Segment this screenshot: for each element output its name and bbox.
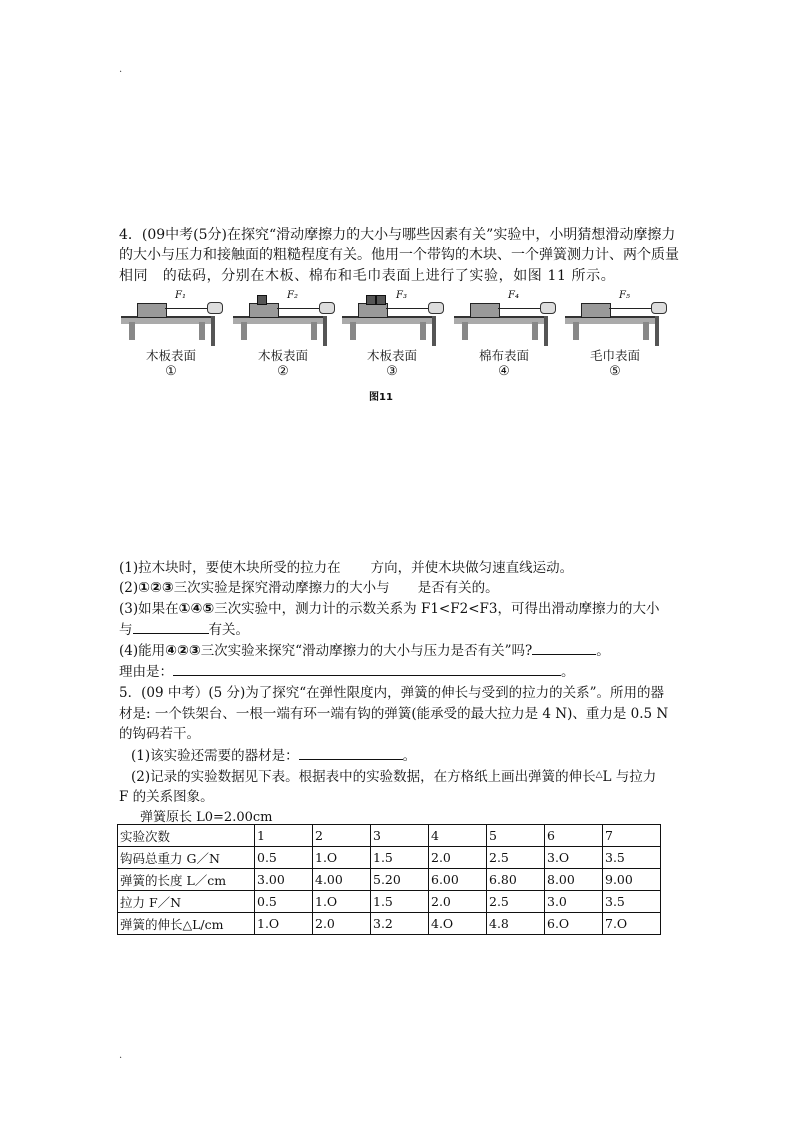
q4-sub-4-prefix: (4)能用	[119, 643, 166, 659]
q4-line-3: 相同 的砝码，分别在木板、棉布和毛巾表面上进行了实验，如图 11 所示。	[119, 268, 616, 284]
q4-sub-3-cont	[119, 618, 249, 638]
q4-sub-3-blank[interactable]	[133, 619, 209, 634]
table-leg	[311, 322, 317, 340]
q4-sub-3-prefix: (3)如果在	[119, 601, 179, 617]
table-row	[118, 869, 661, 891]
table-cell: 2	[313, 825, 371, 847]
pull-force-arrow	[277, 308, 321, 309]
figure-panel	[231, 288, 335, 388]
q4-sub-2-prefix: (2)	[119, 580, 139, 596]
wooden-block	[581, 303, 611, 318]
table-side	[655, 316, 659, 346]
hand-icon	[319, 302, 335, 314]
table-cell: 6.O	[545, 913, 603, 935]
table-cell: 5	[487, 825, 545, 847]
pull-force-arrow	[386, 308, 430, 309]
q4-line-1: 4．(09中考(5分)在探究“滑动摩擦力的大小与哪些因素有关”实验中，小明猜想滑动摩擦力	[119, 227, 676, 243]
q5-sub-1-end: 。	[402, 748, 417, 764]
table-row-header: 弹簧的伸长△L/cm	[118, 913, 255, 935]
q4-sub-4-text-b: 三次实验来探究“滑动摩擦力的大小与压力是否有关”吗?	[200, 643, 533, 659]
surface-label: 棉布表面	[478, 348, 529, 363]
q5-sub-2-text-a: (2)记录的实验数据见下表。根据表中的实验数据，在方格纸上画出弹簧的伸长	[131, 769, 596, 785]
panel-number: ③	[386, 364, 398, 379]
weight-icon	[257, 295, 267, 305]
q4-sub-2	[119, 576, 499, 596]
figure-panel	[452, 288, 556, 388]
figure-caption: 图11	[369, 392, 393, 403]
hand-icon	[207, 302, 223, 314]
table-cell: 1.5	[371, 891, 429, 913]
table-leg	[462, 322, 468, 340]
q5-sub-2-cont: F 的关系图象。	[119, 789, 214, 805]
table-cell: 1.O	[313, 891, 371, 913]
table-leg	[573, 322, 579, 340]
table-cell: 3.00	[255, 869, 313, 891]
weight-icon	[366, 295, 376, 305]
table-cell: 3.5	[603, 847, 661, 869]
table-cell: 1.O	[313, 847, 371, 869]
hand-icon	[540, 302, 556, 314]
q4-sub-3	[119, 597, 659, 617]
force-label: F₄	[508, 290, 519, 301]
q4-sub-2-text-b: 三次实验是探究滑动摩擦力的大小与	[173, 580, 390, 596]
table-cell: 8.00	[545, 869, 603, 891]
q4-sub-4-text-c: 。	[596, 643, 610, 659]
panel-number: ①	[165, 364, 177, 379]
force-label: F₁	[175, 290, 186, 301]
table-cell: 2.5	[487, 847, 545, 869]
table-cell: 4	[429, 825, 487, 847]
table-cell: 3.2	[371, 913, 429, 935]
table-cell: 3.0	[545, 891, 603, 913]
q4-sub-4-blank[interactable]	[532, 640, 596, 655]
figure-panel	[563, 288, 667, 388]
q4-sub-3-text-c: 与	[119, 622, 133, 638]
table-cell: 4.00	[313, 869, 371, 891]
hand-icon	[428, 302, 444, 314]
table-cell: 0.5	[255, 847, 313, 869]
page-dot-top: .	[119, 64, 123, 75]
q4-sub-1	[119, 556, 573, 576]
table-cell: 1.O	[255, 913, 313, 935]
surface-label: 毛巾表面	[589, 348, 640, 363]
page-dot-bottom: .	[119, 1050, 123, 1061]
figure-panel	[119, 288, 223, 388]
q4-reason-label: 理由是：	[119, 664, 173, 680]
table-row-header: 拉力 F／N	[118, 891, 255, 913]
wooden-block	[470, 303, 500, 318]
q4-sub-3-circled-numbers: ①④⑤	[178, 601, 215, 617]
panel-number: ④	[498, 364, 510, 379]
figure-panel	[340, 288, 444, 388]
table-leg	[532, 322, 538, 340]
table-cell: 3.5	[603, 891, 661, 913]
table-cell: 2.0	[429, 847, 487, 869]
data-table	[117, 824, 661, 935]
hand-icon	[651, 302, 667, 314]
table-leg	[129, 322, 135, 340]
table-row-header: 钩码总重力 G／N	[118, 847, 255, 869]
table-side	[323, 316, 327, 346]
table-cell: 3	[371, 825, 429, 847]
table-row	[118, 825, 661, 847]
q5-line-1: 5．(09 中考）(5 分)为了探究“在弹性限度内，弹簧的伸长与受到的拉力的关系”。所用的器	[119, 685, 665, 701]
table-cell: 5.20	[371, 869, 429, 891]
force-label: F₅	[619, 290, 630, 301]
table-side	[544, 316, 548, 346]
table-cell: 1.5	[371, 847, 429, 869]
table-leg	[199, 322, 205, 340]
table-row-header: 实验次数	[118, 825, 255, 847]
panel-number: ⑤	[609, 364, 621, 379]
q5-sub-2-text-b: L 与拉力	[602, 769, 657, 785]
wooden-block	[249, 303, 279, 318]
table-cell: 6.00	[429, 869, 487, 891]
table-leg	[420, 322, 426, 340]
q5-sub-1-text: (1)该实验还需要的器材是：	[131, 748, 299, 764]
delta-symbol: △	[595, 770, 603, 780]
table-row	[118, 847, 661, 869]
table-cell: 6.80	[487, 869, 545, 891]
q4-sub-3-text-d: 有关。	[208, 622, 249, 638]
pull-force-arrow	[165, 308, 209, 309]
spring-original-length: 弹簧原长 L0=2.00cm	[140, 810, 273, 825]
surface-label: 木板表面	[145, 348, 196, 363]
q4-reason	[119, 660, 575, 680]
q5-sub-1-blank[interactable]	[299, 745, 403, 760]
q4-sub-2-circled-numbers: ①②③	[138, 580, 174, 596]
table-side	[211, 316, 215, 346]
table-cell: 3.O	[545, 847, 603, 869]
table-leg	[350, 322, 356, 340]
table-side	[432, 316, 436, 346]
table-cell: 6	[545, 825, 603, 847]
table-cell: 9.00	[603, 869, 661, 891]
surface-label: 木板表面	[366, 348, 417, 363]
q4-line-2: 的大小与压力和接触面的粗糙程度有关。他用一个带钩的木块、一个弹簧测力计、两个质量	[119, 247, 679, 263]
q5-sub-1	[131, 744, 416, 764]
table-cell: 7	[603, 825, 661, 847]
q5-line-2: 材是: 一个铁架台、一根一端有环一端有钩的弹簧(能承受的最大拉力是 4 N)、重力是 0.5 N	[119, 706, 669, 722]
table-row	[118, 913, 661, 935]
figure-11	[119, 288, 679, 408]
q4-reason-end: 。	[561, 664, 575, 680]
table-cell: 2.5	[487, 891, 545, 913]
q4-reason-blank[interactable]	[173, 661, 561, 676]
force-label: F₂	[287, 290, 298, 301]
wooden-block	[358, 303, 388, 318]
q5-sub-2	[131, 765, 656, 785]
q4-sub-1-text-a: (1)拉木块时，要使木块所受的拉力在	[119, 560, 341, 576]
panel-number: ②	[277, 364, 289, 379]
q5-line-3: 的钩码若干。	[119, 726, 200, 742]
pull-force-arrow	[498, 308, 542, 309]
table-cell: 2.0	[313, 913, 371, 935]
table-leg	[643, 322, 649, 340]
force-label: F₃	[396, 290, 407, 301]
table-cell: 4.8	[487, 913, 545, 935]
q4-sub-4	[119, 639, 610, 659]
q4-sub-2-text-c: 是否有关的。	[417, 580, 499, 596]
q4-sub-4-circled-numbers: ④②③	[165, 643, 201, 659]
table-row-header: 弹簧的长度 L／cm	[118, 869, 255, 891]
table-cell: 4.O	[429, 913, 487, 935]
wooden-block	[137, 303, 167, 318]
table-cell: 1	[255, 825, 313, 847]
surface-label: 木板表面	[257, 348, 308, 363]
pull-force-arrow	[609, 308, 653, 309]
q4-sub-3-text-b: 三次实验中，测力计的示数关系为 F1<F2<F3，可得出滑动摩擦力的大小	[214, 601, 660, 617]
table-row	[118, 891, 661, 913]
q4-sub-1-text-b: 方向，并使木块做匀速直线运动。	[370, 560, 574, 576]
weight-icon	[376, 295, 386, 305]
table-leg	[241, 322, 247, 340]
table-cell: 7.O	[603, 913, 661, 935]
table-cell: 2.0	[429, 891, 487, 913]
table-cell: 0.5	[255, 891, 313, 913]
